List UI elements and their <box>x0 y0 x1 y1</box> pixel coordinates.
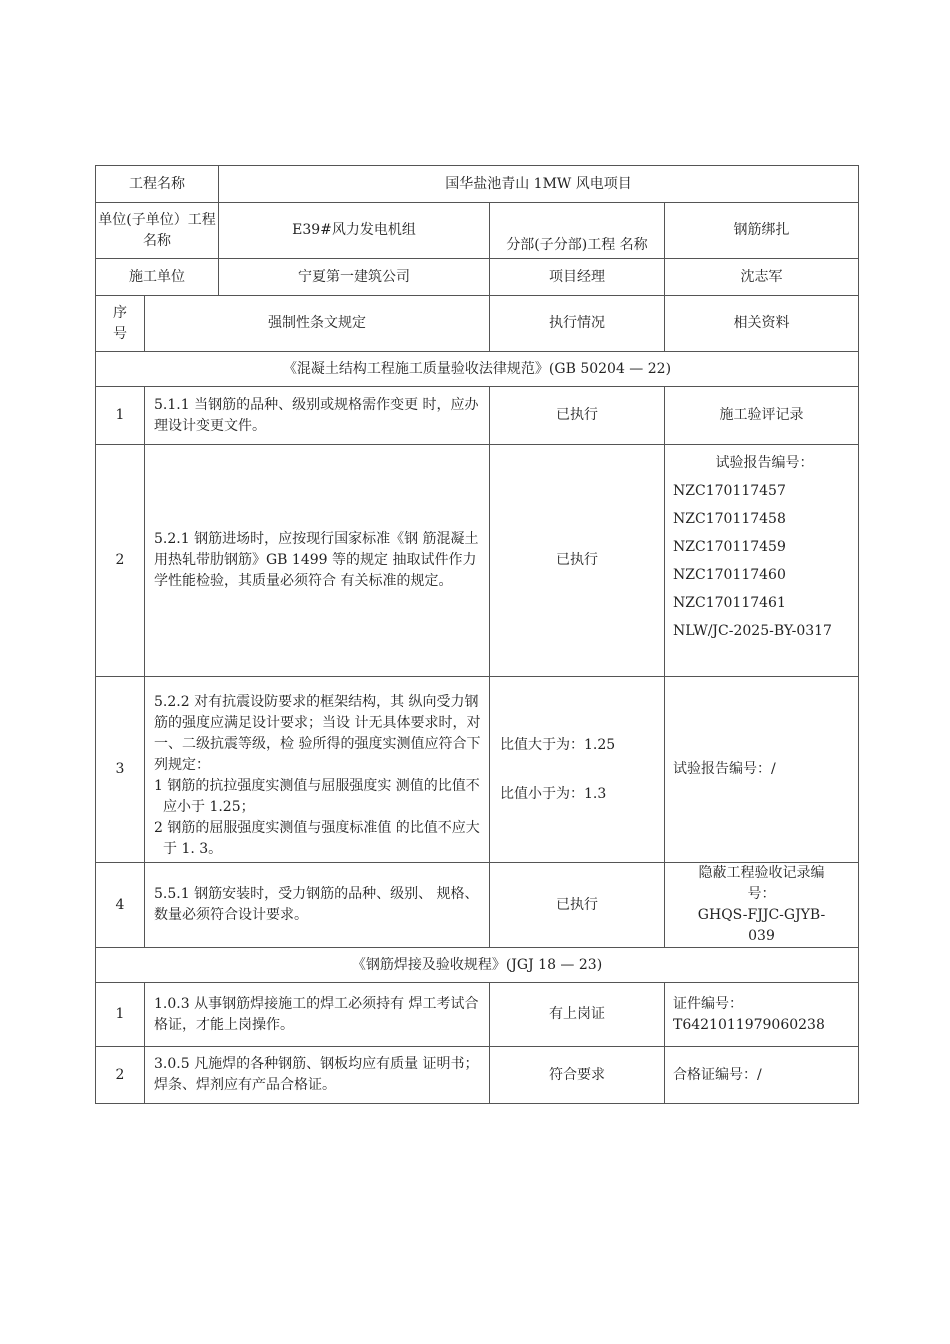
table-row <box>96 677 859 863</box>
docs-line: 合格证编号：/ <box>673 1066 762 1083</box>
row-number: 1 <box>96 387 145 445</box>
docs-line: 试验报告编号： <box>715 455 814 471</box>
status-text <box>490 445 665 677</box>
status-header: 执行情况 <box>490 296 665 352</box>
seq-header: 序号 <box>96 296 145 352</box>
rule-paragraph: 5.2.2 对有抗震设防要求的框架结构，其 纵向受力钢筋的强度应满足设计要求；当设 计无具体要求时，对一、二级抗震等级，检 验所得的强度实测值应符合下列规定： <box>154 694 481 773</box>
status-text <box>490 863 665 948</box>
rule-paragraph: 1.0.3 从事钢筋焊接施工的焊工必须持有 焊工考试合格证，才能上岗操作。 <box>154 995 479 1033</box>
row-number: 3 <box>96 677 145 863</box>
rule-header: 强制性条文规定 <box>145 296 490 352</box>
rule-paragraph: 5.2.1 钢筋进场时，应按现行国家标准《钢 筋混凝土用热轧带肋钢筋》GB 1499 等的规定 抽取试件作力学性能检验，其质量必须符合 有关标准的规定。 <box>154 531 479 589</box>
docs-header: 相关资料 <box>665 296 859 352</box>
rule-text <box>145 387 490 445</box>
table-row <box>96 445 859 677</box>
docs-text <box>665 983 859 1047</box>
sub-division-value: 钢筋绑扎 <box>665 203 859 259</box>
section-title: 《钢筋焊接及验收规程》(JGJ 18 — 23) <box>96 948 859 983</box>
rule-text <box>145 1047 490 1104</box>
rule-paragraph: 1 钢筋的抗拉强度实测值与屈服强度实 测值的比值不应小于 1.25； <box>154 778 480 815</box>
unit-row <box>96 203 859 259</box>
contractor-row <box>96 259 859 296</box>
unit-name-value: E39#风力发电机组 <box>219 203 490 259</box>
table-row <box>96 863 859 948</box>
docs-line: 试验报告编号：/ <box>673 761 776 777</box>
unit-name-label: 单位(子单位）工程名称 <box>96 203 219 259</box>
rule-text <box>145 677 490 863</box>
manager-value: 沈志军 <box>665 259 859 296</box>
row-number: 1 <box>96 983 145 1047</box>
status-line: 比值大于为：1.25 <box>500 736 616 753</box>
column-header-row <box>96 296 859 352</box>
table-row <box>96 387 859 445</box>
docs-text <box>665 863 859 948</box>
section-title: 《混凝土结构工程施工质量验收法律规范》(GB 50204 — 22) <box>96 352 859 387</box>
status-text <box>490 1047 665 1104</box>
project-row <box>96 166 859 203</box>
status-line: 已执行 <box>556 552 598 568</box>
rule-text <box>145 983 490 1047</box>
docs-text <box>665 387 859 445</box>
status-text <box>490 387 665 445</box>
rule-text <box>145 445 490 677</box>
docs-text <box>665 677 859 863</box>
docs-line: GHQS-FJJC-GJYB-039 <box>697 907 826 944</box>
rule-paragraph: 5.1.1 当钢筋的品种、级别或规格需作变更 时，应办理设计变更文件。 <box>154 396 479 434</box>
status-line: 符合要求 <box>549 1066 605 1083</box>
docs-line: 施工验评记录 <box>719 407 804 423</box>
docs-line: 证件编号： <box>673 995 743 1012</box>
rule-paragraph: 2 钢筋的屈服强度实测值与强度标准值 的比值不应大于 1. 3。 <box>154 820 480 857</box>
rule-paragraph: 5.5.1 钢筋安装时，受力钢筋的品种、级别、 规格、数量必须符合设计要求。 <box>154 886 479 923</box>
table-row <box>96 1047 859 1104</box>
status-line: 已执行 <box>556 407 598 423</box>
docs-line: NZC170117460 <box>673 567 786 583</box>
row-number: 4 <box>96 863 145 948</box>
status-text <box>490 677 665 863</box>
contractor-value: 宁夏第一建筑公司 <box>219 259 490 296</box>
docs-line: 隐蔽工程验收记录编号： <box>698 865 825 902</box>
rule-paragraph: 3.0.5 凡施焊的各种钢筋、钢板均应有质量 证明书；焊条、焊剂应有产品合格证。 <box>154 1056 479 1093</box>
docs-line: T6421011979060238 <box>673 1016 825 1033</box>
docs-line: NZC170117458 <box>673 511 786 527</box>
docs-text <box>665 1047 859 1104</box>
section-title-row <box>96 352 859 387</box>
manager-label: 项目经理 <box>490 259 665 296</box>
docs-line: NZC170117457 <box>673 483 786 499</box>
sub-division-label: 分部(子分部)工程 名称 <box>490 203 665 259</box>
status-line: 已执行 <box>556 896 598 913</box>
table-row <box>96 983 859 1047</box>
docs-line: NZC170117459 <box>673 539 786 555</box>
status-line: 有上岗证 <box>549 1006 605 1022</box>
project-name-value: 国华盐池青山 1MW 风电项目 <box>219 166 859 203</box>
status-line: 比值小于为：1.3 <box>500 785 607 802</box>
row-number: 2 <box>96 445 145 677</box>
rule-text <box>145 863 490 948</box>
contractor-label: 施工单位 <box>96 259 219 296</box>
docs-line: NZC170117461 <box>673 595 786 611</box>
inspection-form-table <box>95 165 859 1104</box>
section-title-row <box>96 948 859 983</box>
docs-text <box>665 445 859 677</box>
docs-line: NLW/JC-2025-BY-0317 <box>673 623 832 639</box>
project-name-label: 工程名称 <box>96 166 219 203</box>
status-text <box>490 983 665 1047</box>
row-number: 2 <box>96 1047 145 1104</box>
